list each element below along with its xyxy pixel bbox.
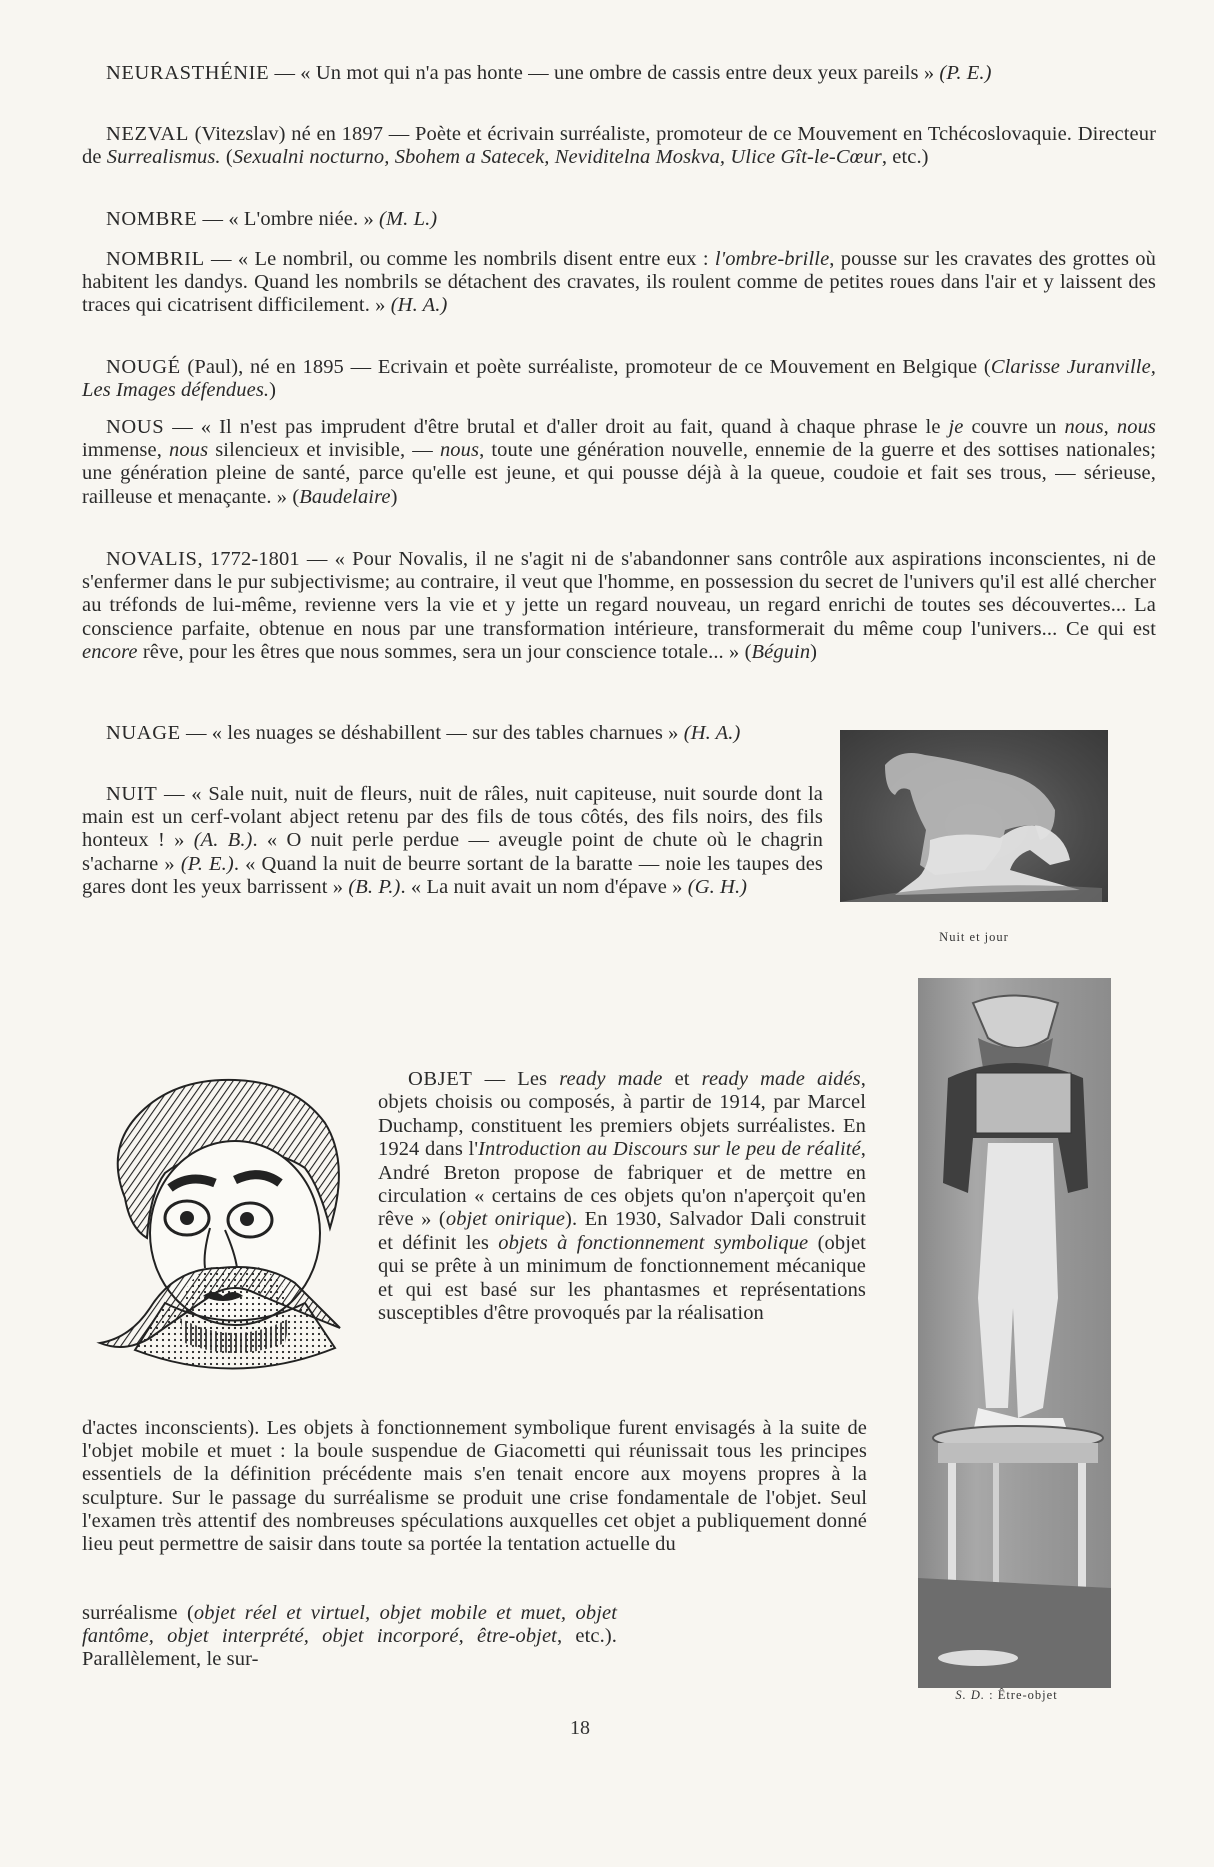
entry-nuit: NUIT — « Sale nuit, nuit de fleurs, nuit de râles, nuit capiteuse, nuit sourde dont la main est un cerf-volant abject retenu par des fils de tous côtés, des fils noirs, des fils honteux ! » (A. B.). « O nuit perle perdue — aveugle point de chute où le chagrin s'acharne » (P. E.). « Quand la nuit de beurre sortant de la baratte — noie les taupes des gares dont les yeux barrissent » (B. P.). « La nuit avait un nom d'épave » (G. H.)	[82, 783, 824, 898]
figure-horse	[840, 730, 1110, 944]
entry-objet-tail: surréalisme (objet réel et virtuel, objet mobile et muet, objet fantôme, objet interprété, objet incorporé, être-objet, etc.). Parallèlement, le sur-	[82, 1602, 617, 1671]
entry-head: NEZVAL	[106, 123, 189, 145]
entry-head: NOMBRE	[106, 208, 198, 230]
horse-icon	[840, 730, 1108, 902]
entry-head: NUIT	[106, 783, 158, 805]
figure-mannequin	[918, 978, 1118, 1702]
attribution: (H. A.)	[390, 294, 448, 317]
horse-caption: Nuit et jour	[939, 930, 1009, 944]
entry-head: NUAGE	[106, 722, 181, 744]
entry-nous: NOUS — « Il n'est pas imprudent d'être brutal et d'aller droit au fait, quand à chaque phrase le je couvre un nous, nous immense, nous silencieux et invisible, — nous, toute une génération nouvelle, ennemie de la guerre et des sottises nationales; une génération pleine de santé, parce qu'elle est jeune, et qui pousse déjà à la queue, coudoie et fait ses trous, — sérieuse, railleuse et menaçante. » (Baudelaire)	[82, 416, 1157, 508]
entry-nuage: NUAGE — « les nuages se déshabillent — sur des tables charnues » (H. A.)	[106, 722, 741, 744]
entry-neurasthenie: NEURASTHÉNIE — « Un mot qui n'a pas honte — une ombre de cassis entre deux yeux pareils » (P. E.)	[106, 62, 992, 84]
page-number: 18	[570, 1717, 590, 1739]
mannequin-caption: S. D. : Être-objet	[955, 1688, 1058, 1702]
attribution: Béguin	[751, 640, 811, 663]
mannequin-icon	[918, 978, 1111, 1688]
horse-photo	[840, 730, 1108, 902]
entry-nezval: NEZVAL (Vitezslav) né en 1897 — Poète et écrivain surréaliste, promoteur de ce Mouvement en Tchécoslovaquie. Directeur de Surrealismus. (Sexualni nocturno, Sbohem a Satecek, Neviditelna Moskva, Ulice Gît-le-Cœur, etc.)	[82, 123, 1156, 169]
entry-nombre: NOMBRE — « L'ombre niée. » (M. L.)	[106, 208, 438, 230]
attribution: Baudelaire	[299, 485, 391, 508]
entry-nombril: NOMBRIL — « Le nombril, ou comme les nombrils disent entre eux : l'ombre-brille, pousse sur les cravates des grottes où habitent les dandys. Quand les nombrils se détachent des cravates, ils roulent comme de petites roues dans l'air et y laissent des traces qui cicatrisent difficilement. » (H. A.)	[82, 248, 1156, 317]
moustached-face-icon	[95, 1068, 375, 1388]
attribution: (P. E.)	[939, 62, 992, 84]
attribution: (M. L.)	[379, 208, 438, 230]
attribution: (H. A.)	[683, 722, 741, 744]
entry-head: NOMBRIL	[106, 248, 205, 270]
entry-objet: OBJET — Les ready made et ready made aidés, objets choisis ou composés, à partir de 1914, par Marcel Duchamp, constituent les premiers objets surréalistes. En 1924 dans l'Introduction au Discours sur le peu de réalité, André Breton propose de fabriquer et de mettre en circulation « certains de ces objets qu'on n'aperçoit qu'en rêve » (objet onirique). En 1930, Salvador Dali construit et définit les objets à fonctionnement symbolique (objet qui se prête à un minimum de fonctionnement mécanique et qui est basé sur les phantasmes et représentations susceptibles d'être provoqués par la réalisation	[378, 1068, 867, 1325]
entry-head: OBJET	[408, 1068, 473, 1090]
entry-nouge: NOUGÉ (Paul), né en 1895 — Ecrivain et poète surréaliste, promoteur de ce Mouvement en Belgique (Clarisse Juranville, Les Images défendues.)	[82, 356, 1156, 402]
entry-head: NEURASTHÉNIE	[106, 62, 270, 84]
mannequin-photo	[918, 978, 1111, 1688]
figure-face-drawing	[95, 1068, 375, 1388]
entry-head: NOVALIS	[106, 548, 198, 570]
entry-novalis: NOVALIS, 1772-1801 — « Pour Novalis, il ne s'agit ni de s'abandonner sans contrôle aux aspirations inconscientes, ni de s'enfermer dans le pur subjectivisme; au contraire, il veut que l'homme, en possession du secret de l'univers qu'il est allé chercher au tréfonds de lui-même, revienne vers la vie et y jette un regard nouveau, un regard enrichi de toutes ses découvertes... La conscience parfaite, obtenue en nous par une transformation intérieure, transformerait du même coup l'univers... Ce qui est encore rêve, pour les êtres que nous sommes, sera un jour conscience totale... » (Béguin)	[82, 548, 1156, 663]
entry-head: NOUS	[106, 416, 165, 438]
entry-objet-continued: d'actes inconscients). Les objets à fonctionnement symbolique furent envisagés à la suite de l'objet mobile et muet : la boule suspendue de Giacometti qui réunissait tous les principes essentiels de la définition précédente mais s'en tenait encore aux moyens propres à la sculpture. Sur le passage du surréalisme se produit une crise fondamentale de l'objet. Seul l'examen très attentif des nombreuses spéculations auxquelles cet objet a publiquement donné lieu peut permettre de saisir dans toute sa portée la tentation actuelle du	[82, 1417, 867, 1556]
entry-head: NOUGÉ	[106, 356, 181, 378]
